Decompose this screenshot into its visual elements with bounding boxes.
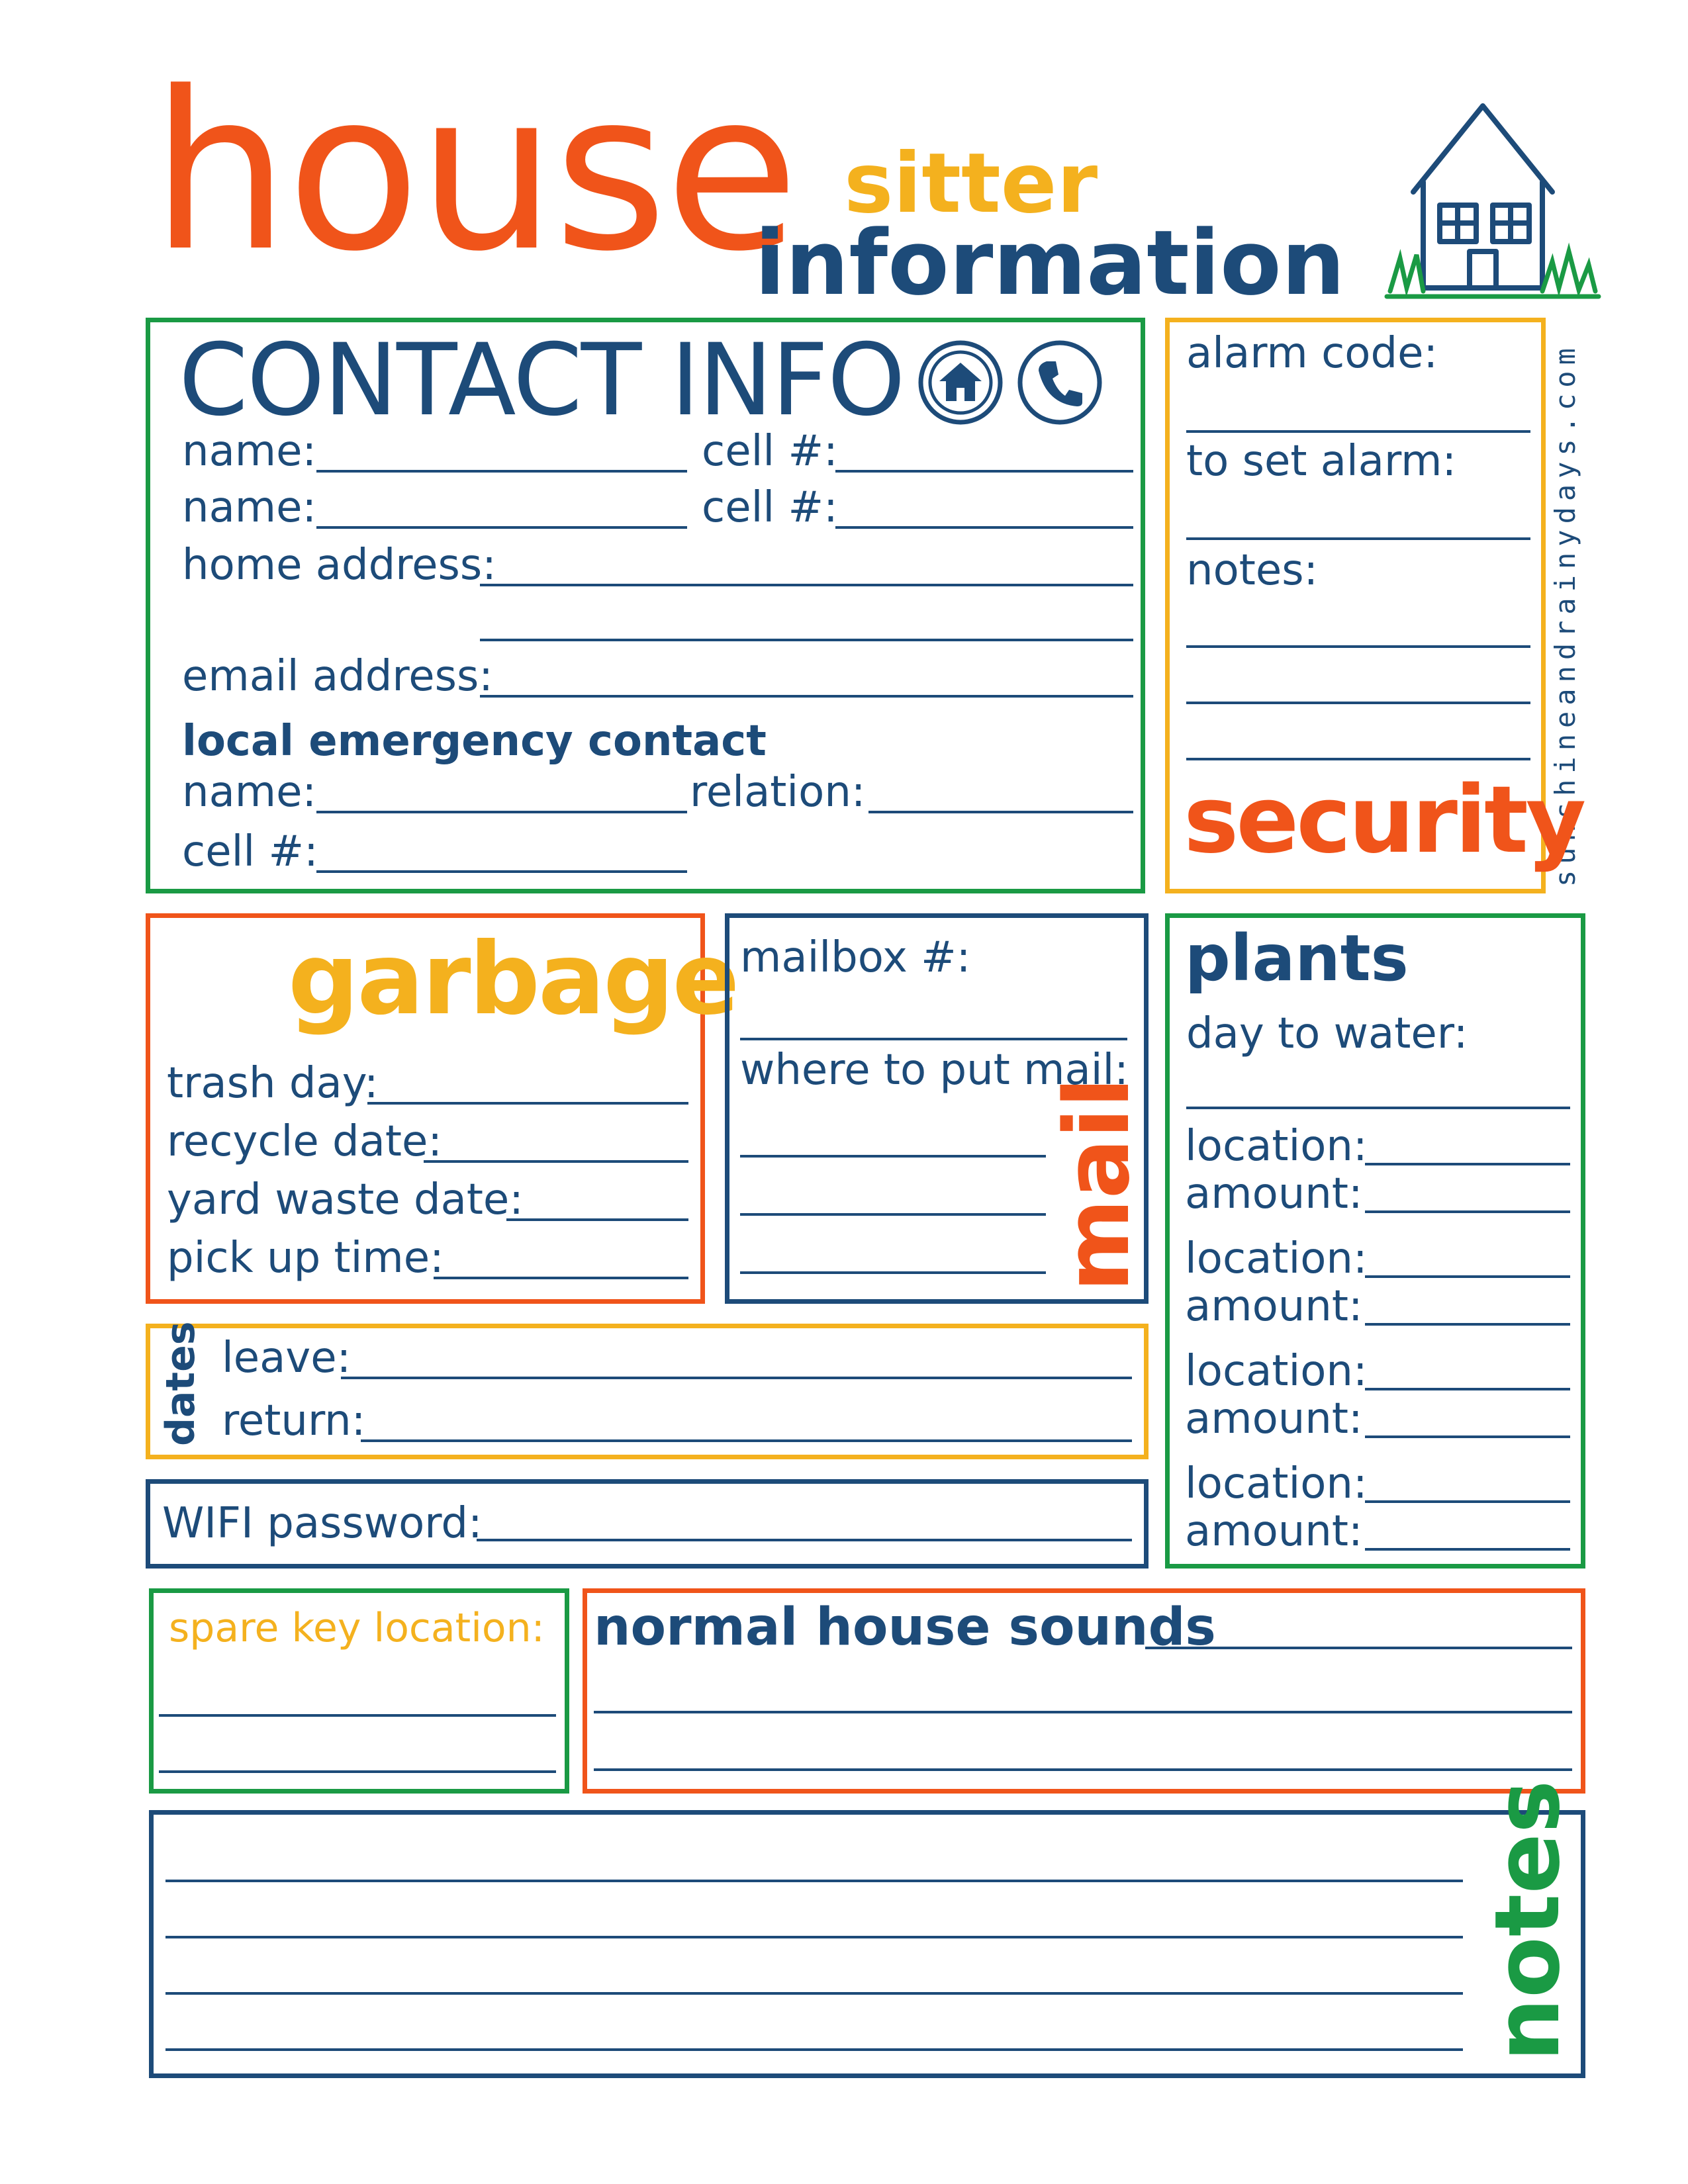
- contact-name1-label: name:: [182, 427, 317, 476]
- contact-cell1-label: cell #:: [702, 427, 838, 476]
- home-address-field[interactable]: [480, 584, 1133, 586]
- plant-location-field-2[interactable]: [1365, 1275, 1570, 1278]
- house-sounds-field[interactable]: [1145, 1647, 1572, 1649]
- recycle-date-label: recycle date:: [167, 1117, 442, 1166]
- contact-name1-field[interactable]: [316, 470, 687, 473]
- contact-cell1-field[interactable]: [835, 470, 1133, 473]
- spare-key-line-2[interactable]: [159, 1770, 556, 1773]
- title-information: information: [755, 211, 1345, 315]
- pick-up-time-field[interactable]: [434, 1277, 688, 1279]
- set-alarm-label: to set alarm:: [1186, 437, 1457, 486]
- alarm-code-label: alarm code:: [1186, 329, 1438, 378]
- spare-key-label: spare key location:: [169, 1605, 545, 1651]
- set-alarm-field[interactable]: [1186, 537, 1530, 540]
- plant-location-label-2: location:: [1185, 1234, 1368, 1283]
- garbage-title: garbage: [288, 922, 738, 1037]
- alarm-code-field[interactable]: [1186, 430, 1530, 433]
- plant-location-label-4: location:: [1185, 1459, 1368, 1508]
- emergency-name-field[interactable]: [316, 811, 687, 813]
- day-to-water-label: day to water:: [1186, 1009, 1468, 1058]
- emergency-name-label: name:: [182, 768, 317, 817]
- notes-line-2[interactable]: [165, 1936, 1463, 1938]
- website-watermark: sunshineandrainydays.com: [1549, 342, 1581, 887]
- spare-key-line-1[interactable]: [159, 1714, 556, 1717]
- phone-icon: [1016, 339, 1103, 426]
- trash-day-label: trash day:: [167, 1059, 379, 1108]
- mailbox-number-field[interactable]: [740, 1038, 1127, 1040]
- security-notes-line-3[interactable]: [1186, 758, 1530, 760]
- recycle-date-field[interactable]: [424, 1160, 688, 1163]
- wifi-password-label: WIFI password:: [162, 1499, 483, 1548]
- emergency-contact-heading: local emergency contact: [182, 717, 767, 766]
- plant-amount-label-1: amount:: [1185, 1169, 1363, 1218]
- house-sounds-line-3[interactable]: [594, 1768, 1572, 1771]
- mail-location-line-3[interactable]: [740, 1271, 1046, 1274]
- title-house: house: [151, 45, 797, 299]
- plant-location-label-3: location:: [1185, 1347, 1368, 1396]
- contact-cell2-label: cell #:: [702, 483, 838, 532]
- emergency-relation-field[interactable]: [868, 811, 1133, 813]
- house-sounds-label: normal house sounds: [594, 1598, 1216, 1657]
- plant-amount-field-1[interactable]: [1365, 1210, 1570, 1213]
- home-address-label: home address:: [182, 541, 496, 590]
- notes-box: [149, 1810, 1585, 2078]
- house-sounds-line-2[interactable]: [594, 1711, 1572, 1713]
- yard-waste-date-field[interactable]: [506, 1218, 688, 1221]
- notes-line-3[interactable]: [165, 1992, 1463, 1995]
- plant-amount-field-4[interactable]: [1365, 1548, 1570, 1551]
- plant-location-field-4[interactable]: [1365, 1500, 1570, 1503]
- plant-amount-label-3: amount:: [1185, 1394, 1363, 1443]
- security-notes-line-2[interactable]: [1186, 702, 1530, 704]
- mail-location-line-1[interactable]: [740, 1155, 1046, 1158]
- contact-name2-field[interactable]: [316, 526, 687, 529]
- return-field[interactable]: [361, 1439, 1132, 1442]
- trash-day-field[interactable]: [367, 1102, 688, 1105]
- email-address-field[interactable]: [480, 695, 1133, 698]
- plant-amount-label-2: amount:: [1185, 1282, 1363, 1331]
- plant-amount-field-2[interactable]: [1365, 1323, 1570, 1326]
- email-address-label: email address:: [182, 652, 493, 701]
- security-notes-line-1[interactable]: [1186, 645, 1530, 648]
- where-to-put-mail-label: where to put mail:: [740, 1046, 1129, 1095]
- security-title: security: [1184, 766, 1584, 874]
- mail-location-line-2[interactable]: [740, 1213, 1046, 1216]
- contact-cell2-field[interactable]: [835, 526, 1133, 529]
- emergency-relation-label: relation:: [690, 768, 866, 817]
- contact-name2-label: name:: [182, 483, 317, 532]
- plants-title: plants: [1185, 921, 1409, 995]
- plant-location-field-1[interactable]: [1365, 1163, 1570, 1165]
- emergency-cell-label: cell #:: [182, 827, 318, 876]
- leave-field[interactable]: [341, 1377, 1132, 1379]
- house-drawing-icon: [1383, 99, 1602, 311]
- title-sitter: sitter: [844, 136, 1098, 232]
- mailbox-number-label: mailbox #:: [740, 933, 971, 982]
- home-icon: [917, 339, 1004, 426]
- notes-title: notes: [1476, 1780, 1579, 2062]
- plant-location-label-1: location:: [1185, 1122, 1368, 1171]
- plant-amount-field-3[interactable]: [1365, 1435, 1570, 1438]
- mail-title: mail: [1045, 1077, 1149, 1292]
- plant-amount-label-4: amount:: [1185, 1507, 1363, 1556]
- contact-title: CONTACT INFO: [179, 323, 904, 438]
- return-label: return:: [222, 1396, 366, 1445]
- notes-line-1[interactable]: [165, 1880, 1463, 1882]
- pick-up-time-label: pick up time:: [167, 1234, 444, 1283]
- wifi-password-field[interactable]: [477, 1539, 1132, 1541]
- yard-waste-date-label: yard waste date:: [167, 1175, 524, 1224]
- day-to-water-field[interactable]: [1186, 1107, 1570, 1109]
- dates-title: dates: [158, 1321, 204, 1446]
- security-notes-label: notes:: [1186, 546, 1319, 595]
- notes-line-4[interactable]: [165, 2048, 1463, 2051]
- emergency-cell-field[interactable]: [316, 870, 687, 873]
- leave-label: leave:: [222, 1334, 352, 1383]
- home-address-field-2[interactable]: [480, 639, 1133, 641]
- plant-location-field-3[interactable]: [1365, 1388, 1570, 1390]
